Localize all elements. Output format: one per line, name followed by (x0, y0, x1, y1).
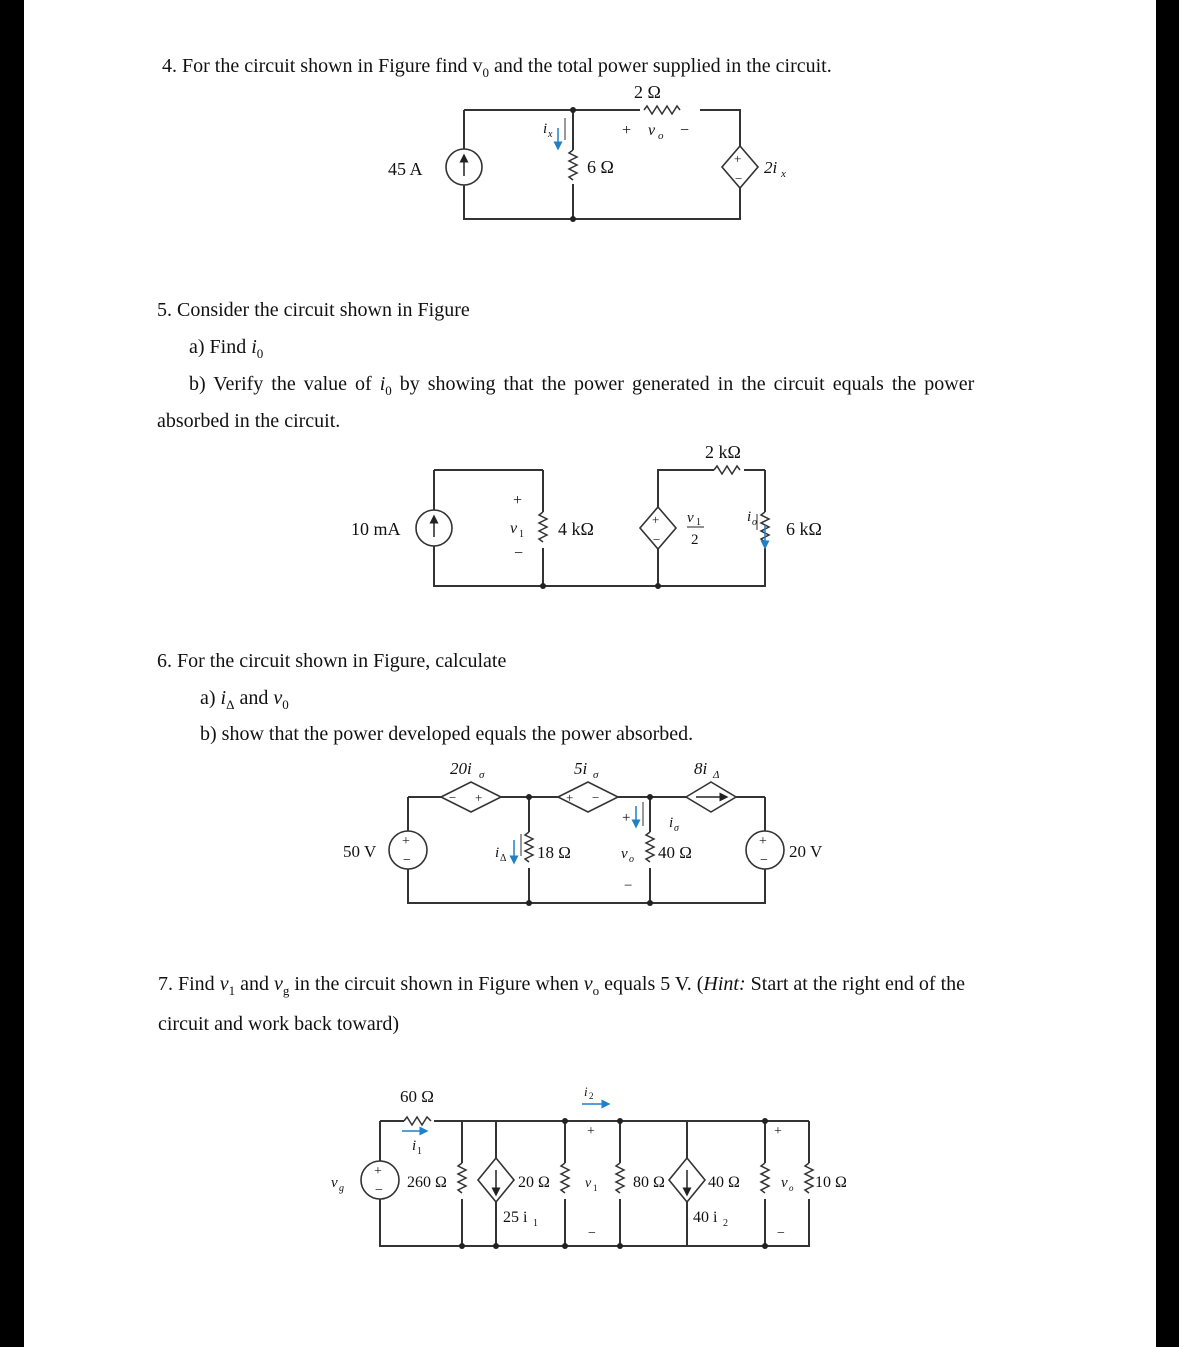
label-sub-delta: Δ (713, 769, 720, 781)
svg-text:−: − (403, 853, 411, 868)
variable: v (219, 973, 229, 995)
figure-4-circuit (388, 82, 786, 222)
label-sub-o: o (789, 1183, 794, 1193)
label-18-ohm: 18 Ω (537, 843, 571, 862)
subscript: 0 (256, 346, 264, 361)
circuit-figures (24, 0, 1156, 1347)
label-sub-1: 1 (533, 1218, 538, 1229)
label-sub-2: 2 (723, 1218, 728, 1229)
label-v: v (621, 846, 628, 862)
svg-text:+: + (774, 1124, 782, 1139)
label-minus: − (624, 878, 633, 894)
problem-text: in the circuit shown in Figure when (289, 973, 584, 995)
variable: v (273, 973, 283, 995)
subscript: 0 (385, 383, 392, 398)
problem-text: For the circuit shown in Figure find v (182, 55, 483, 77)
figure-7-circuit (331, 1084, 847, 1249)
label-minus: − (680, 122, 690, 139)
resistor-60-ohm (404, 1117, 431, 1125)
svg-text:−: − (777, 1226, 785, 1241)
label-i: i (543, 121, 548, 137)
part-label: b) Verify the value of (189, 373, 380, 395)
label-sub-1: 1 (593, 1183, 598, 1193)
variable: v (273, 687, 283, 709)
label-sub-x: x (548, 129, 553, 140)
label-sub-o: o (629, 854, 634, 865)
label-sub-sigma: σ (479, 769, 485, 781)
label-40i: 40 i (693, 1209, 718, 1226)
problem-text: circuit and work back toward) (158, 1013, 400, 1035)
subscript: g (282, 983, 290, 998)
label-6k: 6 kΩ (786, 519, 822, 539)
part-text: and (234, 687, 274, 709)
label-v: v (331, 1175, 338, 1191)
label-10-ohm: 10 Ω (815, 1174, 847, 1191)
label-sub-1: 1 (417, 1146, 422, 1157)
label-plus: + (622, 122, 632, 139)
svg-text:+: + (759, 834, 767, 849)
svg-text:+: + (652, 512, 660, 527)
resistor-2-ohm (644, 106, 680, 114)
subscript: 0 (482, 65, 490, 80)
label-50V: 50 V (343, 842, 377, 861)
label-v: v (585, 1176, 592, 1191)
problem-text: Consider the circuit shown in Figure (177, 299, 470, 321)
svg-text:−: − (653, 532, 661, 547)
variable: v (583, 973, 593, 995)
svg-text:+: + (475, 790, 483, 805)
variable: i (379, 373, 386, 395)
label-25i: 25 i (503, 1209, 528, 1226)
label-8i: 8i (694, 759, 708, 778)
part-text: b) show that the power developed equals the power absorbed. (200, 723, 694, 745)
problem-number: 5. (157, 299, 172, 321)
problem-number: 6. (157, 650, 172, 672)
label-6-ohm: 6 Ω (587, 157, 614, 177)
label-sub-1: 1 (519, 529, 524, 540)
part-label: a) Find (189, 336, 252, 358)
problem-text-rest: and the total power supplied in the circuit. (489, 55, 832, 77)
part-text: absorbed in the circuit. (157, 410, 341, 432)
subscript: Δ (226, 697, 235, 712)
svg-text:−: − (449, 790, 457, 805)
label-sub-o: o (752, 517, 757, 528)
svg-text:−: − (760, 853, 768, 868)
svg-text:+: + (402, 834, 410, 849)
label-v: v (781, 1175, 788, 1191)
label-v: v (510, 520, 518, 537)
svg-text:+: + (374, 1164, 382, 1179)
label-v: v (648, 122, 656, 139)
label-20i: 20i (450, 759, 472, 778)
label-40-ohm: 40 Ω (708, 1174, 740, 1191)
label-i: i (669, 815, 674, 831)
label-10mA: 10 mA (351, 519, 401, 539)
problem-text: Start at the right end of the (745, 973, 966, 995)
label-80-ohm: 80 Ω (633, 1174, 665, 1191)
label-i: i (412, 1138, 417, 1154)
svg-text:−: − (735, 171, 743, 186)
svg-text:+: + (587, 1124, 595, 1139)
problem-text: Find (178, 973, 220, 995)
svg-text:+: + (734, 151, 742, 166)
problem-text: For the circuit shown in Figure, calculate (177, 650, 507, 672)
label-v: v (687, 510, 694, 526)
label-20V: 20 V (789, 842, 823, 861)
svg-text:−: − (375, 1183, 383, 1198)
label-sub-o: o (658, 130, 664, 142)
problem-number: 7. (158, 973, 173, 995)
label-sub-g: g (339, 1183, 344, 1194)
svg-text:−: − (592, 790, 600, 805)
label-45A: 45 A (388, 159, 423, 179)
resistor-2k (714, 466, 740, 474)
label-sub-delta: Δ (500, 853, 507, 864)
label-plus: + (622, 810, 631, 826)
svg-text:−: − (588, 1226, 596, 1241)
variable: i (220, 687, 227, 709)
part-text: by showing that the power generated in the circuit equals the power (391, 373, 975, 395)
label-40-ohm: 40 Ω (658, 843, 692, 862)
label-sub-2: 2 (589, 1091, 594, 1101)
label-sub-1: 1 (696, 517, 701, 528)
label-i: i (747, 509, 752, 525)
label-2i: 2i (764, 158, 778, 177)
document-page (24, 0, 1156, 1347)
variable: i (251, 336, 257, 358)
label-4k: 4 kΩ (558, 519, 594, 539)
label-260-ohm: 260 Ω (407, 1174, 447, 1191)
problem-number: 4. (162, 55, 177, 77)
hint-label: Hint: (703, 973, 746, 995)
label-i: i (495, 845, 500, 861)
label-2: 2 (691, 532, 699, 548)
subscript: 0 (282, 697, 289, 712)
svg-text:+: + (566, 790, 574, 805)
label-5i: 5i (574, 759, 588, 778)
label-20-ohm: 20 Ω (518, 1174, 550, 1191)
label-minus: − (514, 545, 524, 562)
problem-text: equals 5 V. ( (599, 973, 704, 995)
label-sub-sigma: σ (593, 769, 599, 781)
subscript: 1 (228, 983, 236, 998)
subscript: o (592, 983, 600, 998)
part-label: a) (200, 687, 221, 709)
figure-5-circuit (351, 442, 822, 589)
label-i: i (584, 1084, 588, 1099)
label-2-ohm: 2 Ω (634, 82, 661, 102)
label-2k: 2 kΩ (705, 442, 741, 462)
figure-6-circuit (343, 759, 823, 906)
label-plus: + (513, 492, 523, 509)
label-sub-sigma: σ (674, 823, 679, 834)
label-60-ohm: 60 Ω (400, 1087, 434, 1106)
label-sub-x2: x (781, 168, 786, 180)
problem-text: and (235, 973, 274, 995)
